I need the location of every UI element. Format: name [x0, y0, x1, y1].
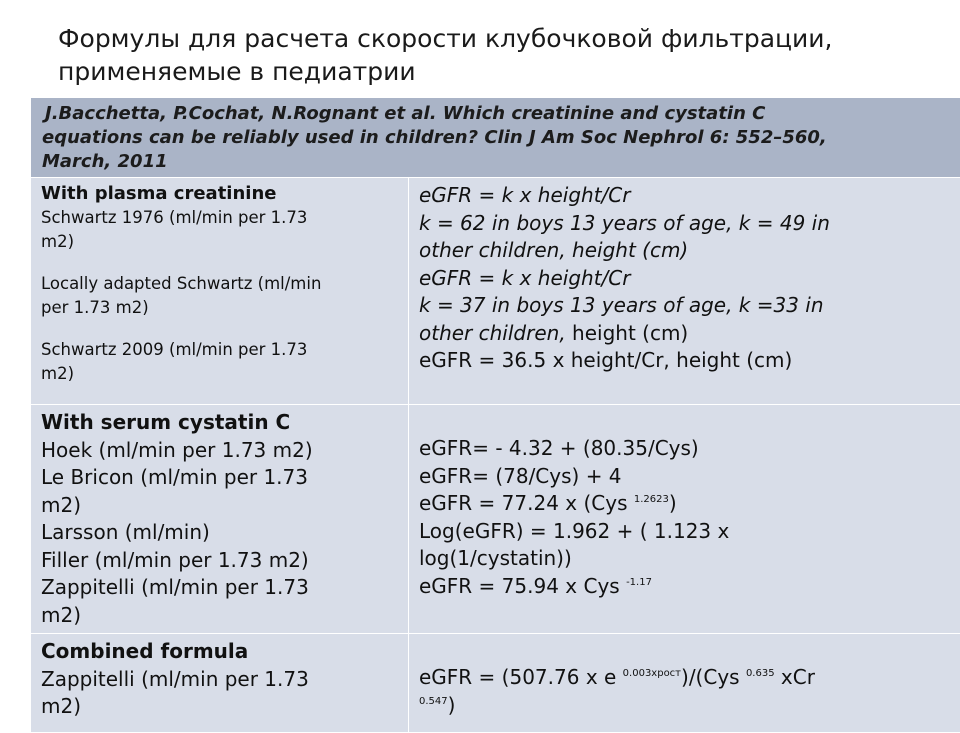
- formula-table: [30, 97, 960, 733]
- formula-filler-cont: log(1/cystatin)): [419, 545, 954, 573]
- creatinine-row: [31, 178, 960, 405]
- filler-label: Filler (ml/min per 1.73 m2): [41, 547, 400, 575]
- reference-line-2: equations can be reliably used in children? Clin J Am Soc Nephrol 6: 552–560,: [42, 126, 952, 150]
- formula-combined-exp-2: 0.635: [746, 668, 775, 679]
- cystatin-formulas-cell: [409, 405, 960, 634]
- zappitelli-combined-label: Zappitelli (ml/min per 1.73: [41, 666, 400, 694]
- schwartz-1976-label: Schwartz 1976 (ml/min per 1.73: [41, 206, 400, 230]
- formula-combined-exp-3: 0.547: [419, 696, 448, 707]
- cystatin-row: [31, 405, 960, 634]
- schwartz-2009-label-cont: m2): [41, 362, 400, 386]
- zappitelli-cys-label-cont: m2): [41, 602, 400, 630]
- formula-combined-exp-1: 0.003xрост: [623, 668, 681, 679]
- formula-schwartz-2009: eGFR = 36.5 x height/Cr, height (cm): [419, 347, 954, 375]
- zappitelli-cys-label: Zappitelli (ml/min per 1.73: [41, 574, 400, 602]
- formula-k-values-2-cont: [419, 320, 954, 348]
- formula-zappitelli-cys: [419, 573, 954, 601]
- formula-filler: Log(eGFR) = 1.962 + ( 1.123 x: [419, 518, 954, 546]
- reference-line-1: J.Bacchetta, P.Cochat, N.Rognant et al. Which creatinine and cystatin C: [42, 102, 952, 126]
- formula-k-values-1-cont: other children, height (cm): [419, 237, 954, 265]
- schwartz-1976-label-cont: m2): [41, 230, 400, 254]
- combined-methods-cell: [31, 634, 409, 733]
- larsson-label: Larsson (ml/min): [41, 519, 400, 547]
- formula-k-values-1: k = 62 in boys 13 years of age, k = 49 in: [419, 210, 954, 238]
- formula-le-bricon: eGFR= (78/Cys) + 4: [419, 463, 954, 491]
- formula-larsson: [419, 490, 954, 518]
- zappitelli-combined-label-cont: m2): [41, 693, 400, 721]
- cystatin-heading: With serum cystatin C: [41, 409, 400, 437]
- le-bricon-label-cont: m2): [41, 492, 400, 520]
- title-line-2: применяемые в педиатрии: [58, 55, 918, 88]
- formula-larsson-post: ): [669, 491, 677, 515]
- formula-larsson-pre: eGFR = 77.24 x (Cys: [419, 491, 634, 515]
- creatinine-methods-cell: [31, 178, 409, 405]
- formula-combined: [419, 664, 954, 692]
- combined-heading: Combined formula: [41, 638, 400, 666]
- formula-zappitelli-cys-pre: eGFR = 75.94 x Cys: [419, 574, 626, 598]
- hoek-label: Hoek (ml/min per 1.73 m2): [41, 437, 400, 465]
- formula-schwartz-1976: eGFR = k x height/Cr: [419, 182, 954, 210]
- combined-row: [31, 634, 960, 733]
- title-line-1: Формулы для расчета скорости клубочковой фильтрации,: [58, 22, 918, 55]
- formula-combined-post: xCr: [775, 665, 815, 689]
- reference-line-3: March, 2011: [42, 150, 952, 174]
- formula-combined-cont: [419, 692, 954, 720]
- formula-combined-pre: eGFR = (507.76 x e: [419, 665, 623, 689]
- reference-cell: [31, 98, 960, 178]
- formula-combined-mid: )/(Cys: [681, 665, 746, 689]
- schwartz-local-label-cont: per 1.73 m2): [41, 296, 400, 320]
- slide-title: [58, 22, 918, 88]
- formula-k-values-2-height: height (cm): [566, 321, 689, 345]
- schwartz-local-label: Locally adapted Schwartz (ml/min: [41, 272, 400, 296]
- formula-combined-end: ): [448, 693, 456, 717]
- formula-schwartz-local: eGFR = k x height/Cr: [419, 265, 954, 293]
- formula-larsson-exponent: 1.2623: [634, 494, 669, 505]
- formula-k-values-2-italic: other children,: [419, 321, 566, 345]
- formula-k-values-2: k = 37 in boys 13 years of age, k =33 in: [419, 292, 954, 320]
- combined-formula-cell: [409, 634, 960, 733]
- le-bricon-label: Le Bricon (ml/min per 1.73: [41, 464, 400, 492]
- creatinine-heading: With plasma creatinine: [41, 182, 400, 206]
- cystatin-methods-cell: [31, 405, 409, 634]
- formula-zappitelli-cys-exponent: -1.17: [626, 577, 652, 588]
- formula-hoek: eGFR= - 4.32 + (80.35/Cys): [419, 435, 954, 463]
- schwartz-2009-label: Schwartz 2009 (ml/min per 1.73: [41, 338, 400, 362]
- creatinine-formulas-cell: [409, 178, 960, 405]
